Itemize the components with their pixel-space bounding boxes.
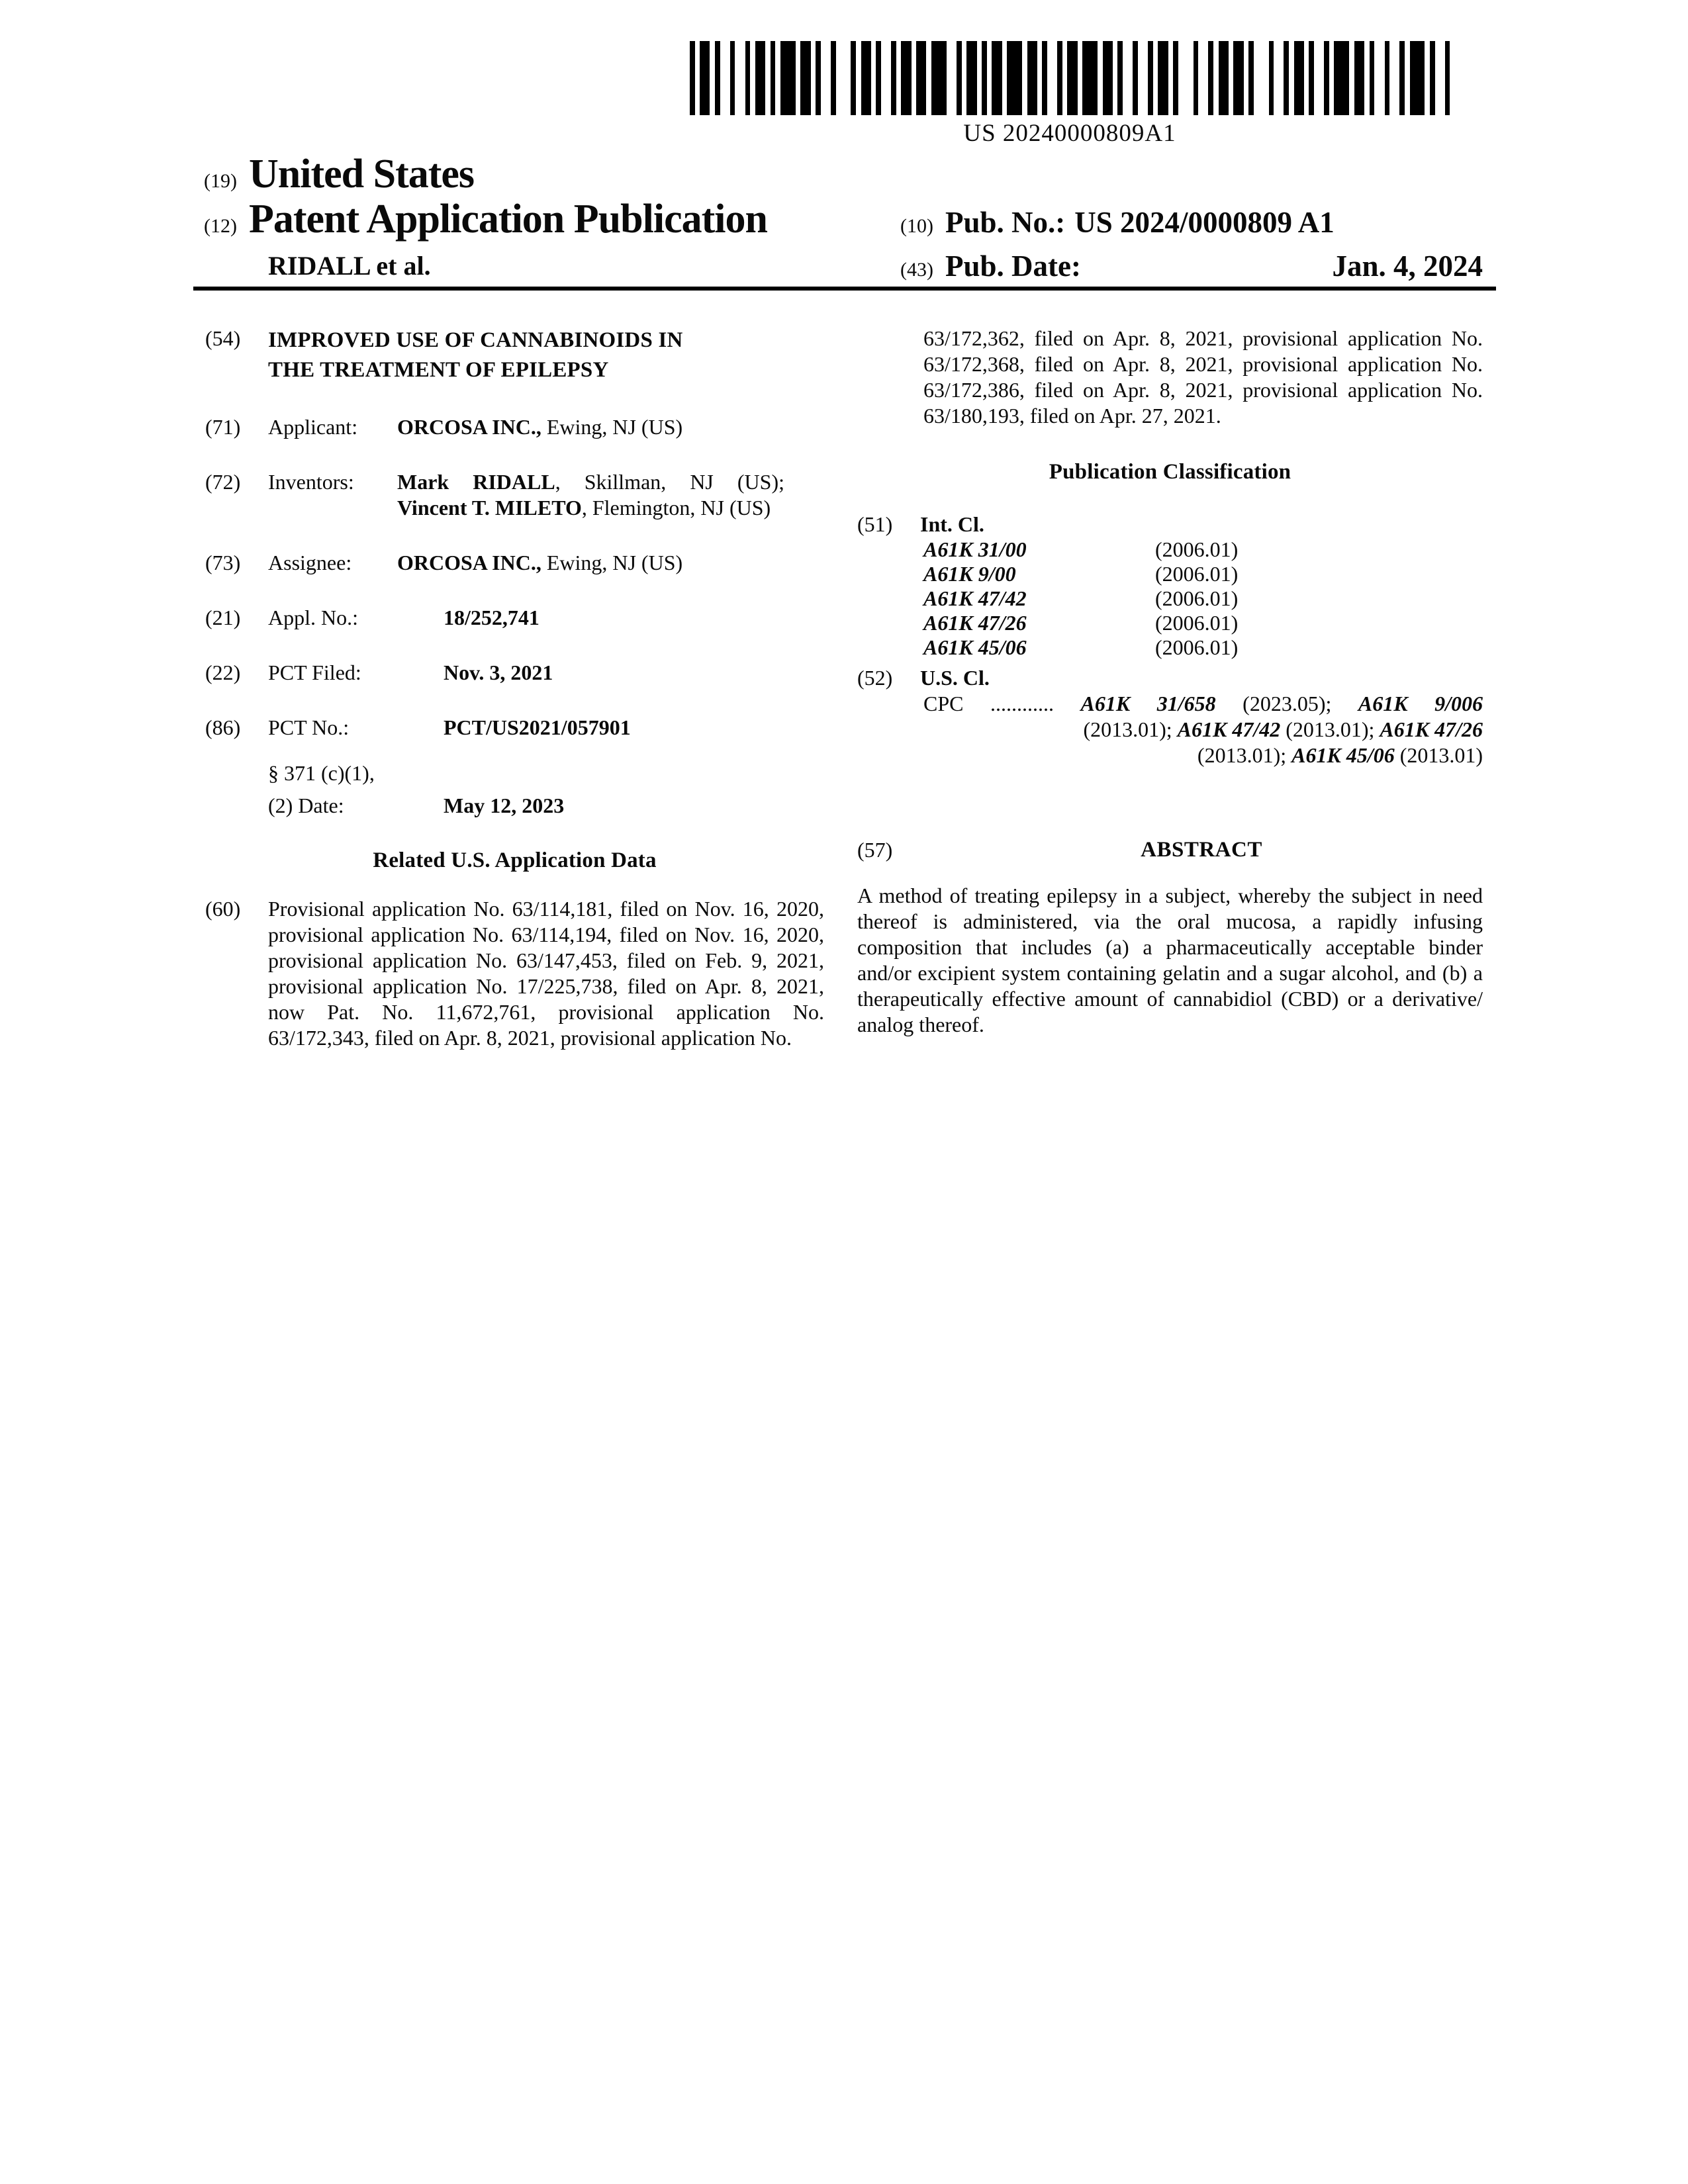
applicant-short-name: RIDALL et al.: [268, 251, 431, 281]
provisional-applications-continuation: 63/172,362, filed on Apr. 8, 2021, provisional application No. 63/172,368, filed on Apr. 8, 2021, provisional application No. 63/172,386, filed on Apr. 8, 2021, provisional application No. 63/180,193, filed on Apr. 27, 2021.: [923, 326, 1483, 428]
barcode-bar: [1289, 41, 1294, 115]
field-73-assignee: [205, 550, 824, 576]
barcode-bar: [765, 41, 771, 115]
barcode-bar: [1123, 41, 1133, 115]
int-cl-code: A61K 45/06: [923, 635, 1027, 659]
barcode-bar: [1047, 41, 1057, 115]
inventors-label: Inventors:: [268, 470, 354, 494]
barcode-bar: [811, 41, 816, 115]
barcode-bar: [901, 41, 911, 115]
field-num-57: (57): [857, 838, 893, 862]
field-60-provisionals: [205, 896, 824, 1051]
section-371-text: § 371 (c)(1),: [268, 761, 375, 785]
barcode-bar: [1385, 41, 1390, 115]
barcode-bar: [1158, 41, 1168, 115]
field-71-applicant: [205, 414, 824, 440]
country-name: United States: [248, 152, 475, 197]
int-cl-version: (2006.01): [1155, 537, 1239, 561]
field-num-22: (22): [205, 660, 241, 684]
barcode-bar: [1078, 41, 1083, 115]
field-52-us-cl: [857, 665, 1483, 691]
field-num-60: (60): [205, 897, 241, 921]
int-cl-row: [923, 562, 1483, 586]
barcode-bar: [1354, 41, 1364, 115]
barcode-bar: [1294, 41, 1304, 115]
barcode-bar: [1435, 41, 1445, 115]
publication-type-line: [204, 196, 767, 243]
barcode-bar: [916, 41, 926, 115]
barcode-bar: [1405, 41, 1410, 115]
field-num-72: (72): [205, 470, 241, 494]
barcode-bar: [720, 41, 730, 115]
barcode-bar: [957, 41, 962, 115]
barcode-bar: [1430, 41, 1435, 115]
int-cl-version: (2006.01): [1155, 586, 1239, 610]
barcode-bar: [735, 41, 745, 115]
barcode-bar: [1194, 41, 1199, 115]
int-cl-table: [923, 537, 1483, 660]
barcode-bar: [816, 41, 821, 115]
barcode-bar: [1229, 41, 1234, 115]
field-54-title: [205, 326, 824, 385]
right-column: [857, 326, 1483, 1038]
invention-title: IMPROVED USE OF CANNABINOIDS IN THE TREATMENT OF EPILEPSY: [268, 328, 683, 382]
int-cl-version: (2006.01): [1155, 562, 1239, 586]
barcode-bar: [1153, 41, 1158, 115]
barcode-bar: [1173, 41, 1178, 115]
barcode-bar: [926, 41, 931, 115]
cpc-line: (2013.01); A61K 47/42 (2013.01); A61K 47/26: [1083, 717, 1483, 741]
barcode-bar: [1133, 41, 1138, 115]
field-num-21: (21): [205, 606, 241, 629]
barcode-bar: [1274, 41, 1284, 115]
barcode-bar: [1248, 41, 1254, 115]
barcode-bar: [962, 41, 967, 115]
barcode-bar: [1269, 41, 1274, 115]
barcode-bar: [977, 41, 982, 115]
cpc-line: CPC ............ A61K 31/658 (2023.05); A61K 9/006: [923, 692, 1483, 715]
barcode-bar: [851, 41, 856, 115]
barcode-bar: [750, 41, 755, 115]
barcode-bar: [1324, 41, 1329, 115]
inventors-value: Mark RIDALL, Skillman, NJ (US); Vincent T. MILETO, Flemington, NJ (US): [397, 470, 785, 520]
spacer: [205, 760, 268, 786]
barcode-bar: [1364, 41, 1370, 115]
barcode-bar: [836, 41, 851, 115]
int-cl-code: A61K 47/42: [923, 586, 1027, 610]
applicant-value: ORCOSA INC., Ewing, NJ (US): [397, 415, 683, 439]
barcode-bar: [1254, 41, 1269, 115]
date-371-value: May 12, 2023: [444, 794, 565, 817]
barcode-bar: [1082, 41, 1098, 115]
cpc-line: (2013.01); A61K 45/06 (2013.01): [1197, 743, 1483, 767]
barcode-bar: [690, 41, 695, 115]
abstract-heading: ABSTRACT: [1141, 838, 1262, 862]
barcode-bar: [1284, 41, 1289, 115]
abstract-text: A method of treating epilepsy in a subject, whereby the subject in need thereof is administered, via the oral mucosa, a rapidly infusing composition that includes (a) a pharmaceutically acceptable binder and/or excipient system containing gelatin and a sugar alcohol, and (b) a therapeutically effective amount of cannabidiol (CBD) or a derivative/ analog thereof.: [857, 884, 1483, 1036]
us-cl-label: U.S. Cl.: [920, 666, 990, 690]
ref-num-12: (12): [204, 215, 237, 237]
field-51-int-cl: [857, 512, 1483, 537]
barcode-bar: [715, 41, 720, 115]
barcode-bar: [1370, 41, 1375, 115]
barcode-bar: [1002, 41, 1008, 115]
pub-date-label: Pub. Date:: [945, 250, 1081, 283]
int-cl-code: A61K 47/26: [923, 611, 1027, 635]
pub-date-value: Jan. 4, 2024: [1332, 250, 1483, 283]
barcode-bar: [931, 41, 947, 115]
int-cl-code: A61K 9/00: [923, 562, 1016, 586]
left-column: [205, 326, 824, 1051]
appl-no-label: Appl. No.:: [268, 606, 358, 629]
barcode-bar: [710, 41, 715, 115]
ref-num-10: (10): [900, 215, 933, 237]
field-57-abstract-heading: [857, 837, 1483, 863]
barcode-bar: [1445, 41, 1450, 115]
field-72-inventors: [205, 469, 824, 521]
field-22-pct-filed: [205, 660, 824, 686]
barcode-bar: [1117, 41, 1123, 115]
barcode-bar: [992, 41, 1002, 115]
barcode-bar: [1309, 41, 1314, 115]
assignee-label: Assignee:: [268, 551, 352, 574]
barcode-image: [690, 41, 1450, 115]
barcode-bar: [1219, 41, 1229, 115]
field-86-pct-no: [205, 715, 824, 741]
barcode-bar: [947, 41, 957, 115]
pct-filed-label: PCT Filed:: [268, 660, 361, 684]
ref-num-43: (43): [900, 259, 933, 281]
barcode-bar: [896, 41, 902, 115]
barcode-bar: [831, 41, 836, 115]
provisional-applications-text: Provisional application No. 63/114,181, filed on Nov. 16, 2020, provisional application No. 63/114,194, filed on Nov. 16, 2020, provisional application No. 63/147,453, filed on Feb. 9, 2021, provisional application No. 17/225,738, filed on Apr. 8, 2021, now Pat. No. 11,672,761, provisional application No. 63/172,343, filed on Apr. 8, 2021, provisional application No.: [268, 897, 824, 1050]
pub-no-label: Pub. No.:: [945, 206, 1066, 239]
barcode-bar: [1148, 41, 1153, 115]
field-num-73: (73): [205, 551, 241, 574]
spacer: [444, 760, 824, 786]
pct-filed-value: Nov. 3, 2021: [444, 660, 553, 684]
barcode-bar: [821, 41, 831, 115]
barcode-bar: [1208, 41, 1213, 115]
barcode-bar: [1198, 41, 1208, 115]
barcode-number: US 20240000809A1: [963, 120, 1176, 147]
barcode-bar: [1314, 41, 1324, 115]
publication-type: Patent Application Publication: [248, 197, 767, 242]
barcode-bar: [1103, 41, 1113, 115]
int-cl-row: [923, 537, 1483, 562]
barcode-bar: [1098, 41, 1103, 115]
appl-no-value: 18/252,741: [444, 606, 539, 629]
barcode-bar: [987, 41, 992, 115]
barcode-bar: [796, 41, 801, 115]
field-86-371-date: [205, 793, 824, 819]
barcode-bar: [1037, 41, 1043, 115]
barcode-bar: [1244, 41, 1249, 115]
field-num-86: (86): [205, 715, 241, 739]
header-divider-rule: [193, 287, 1496, 291]
pub-date-line: [900, 249, 1483, 283]
barcode-bar: [1389, 41, 1399, 115]
int-cl-label: Int. Cl.: [920, 512, 984, 536]
int-cl-code: A61K 31/00: [923, 537, 1027, 561]
barcode-bar: [1399, 41, 1405, 115]
pub-no-value: US 2024/0000809 A1: [1074, 206, 1335, 239]
pct-no-label: PCT No.:: [268, 715, 350, 739]
barcode-bar: [1334, 41, 1349, 115]
barcode-bar: [780, 41, 796, 115]
barcode-bar: [1233, 41, 1243, 115]
barcode-bar: [1138, 41, 1148, 115]
int-cl-row: [923, 635, 1483, 660]
barcode-bar: [1007, 41, 1022, 115]
barcode-bar: [1042, 41, 1047, 115]
field-21-appl-no: [205, 605, 824, 631]
int-cl-row: [923, 611, 1483, 635]
barcode-bar: [1062, 41, 1068, 115]
field-num-51: (51): [857, 512, 893, 536]
barcode-bar: [982, 41, 987, 115]
barcode-bar: [1057, 41, 1062, 115]
barcode-bar: [861, 41, 871, 115]
field-num-71: (71): [205, 415, 241, 439]
publication-classification-heading: Publication Classification: [1049, 460, 1291, 484]
country-line: [204, 151, 474, 198]
barcode-bar: [700, 41, 710, 115]
barcode-bar: [912, 41, 917, 115]
barcode-bar: [800, 41, 810, 115]
int-cl-version: (2006.01): [1155, 611, 1239, 635]
pub-no-line: [900, 205, 1483, 240]
applicant-label: Applicant:: [268, 415, 358, 439]
field-num-52: (52): [857, 666, 893, 690]
pct-no-value: PCT/US2021/057901: [444, 715, 631, 739]
barcode-bar: [1213, 41, 1219, 115]
barcode-bar: [1304, 41, 1309, 115]
barcode-bar: [1168, 41, 1174, 115]
barcode-bar: [856, 41, 861, 115]
spacer: [205, 793, 268, 819]
barcode-bar: [695, 41, 700, 115]
barcode-bar: [871, 41, 876, 115]
barcode-bar: [1178, 41, 1194, 115]
int-cl-row: [923, 586, 1483, 611]
barcode-bar: [1027, 41, 1037, 115]
barcode-bar: [1067, 41, 1077, 115]
barcode-bar: [881, 41, 891, 115]
barcode-bar: [966, 41, 976, 115]
barcode-bar: [1349, 41, 1354, 115]
barcode-bar: [876, 41, 881, 115]
barcode-bar: [775, 41, 780, 115]
field-num-54: (54): [205, 326, 241, 350]
barcode-bar: [1329, 41, 1335, 115]
date-371-label: (2) Date:: [268, 794, 344, 817]
field-86-371-clause: [205, 760, 824, 786]
barcode-bar: [755, 41, 765, 115]
cpc-classification-block: [923, 691, 1483, 768]
barcode-bar: [1410, 41, 1425, 115]
int-cl-version: (2006.01): [1155, 635, 1239, 659]
assignee-value: ORCOSA INC., Ewing, NJ (US): [397, 551, 683, 574]
barcode-bar: [730, 41, 735, 115]
ref-num-19: (19): [204, 170, 237, 192]
barcode-bar: [1374, 41, 1384, 115]
barcode-bar: [891, 41, 896, 115]
barcode-bar: [771, 41, 776, 115]
barcode-bar: [1022, 41, 1027, 115]
barcode-bar: [1425, 41, 1430, 115]
related-us-application-data-heading: Related U.S. Application Data: [373, 848, 657, 872]
barcode-bar: [745, 41, 751, 115]
barcode-bar: [1113, 41, 1118, 115]
